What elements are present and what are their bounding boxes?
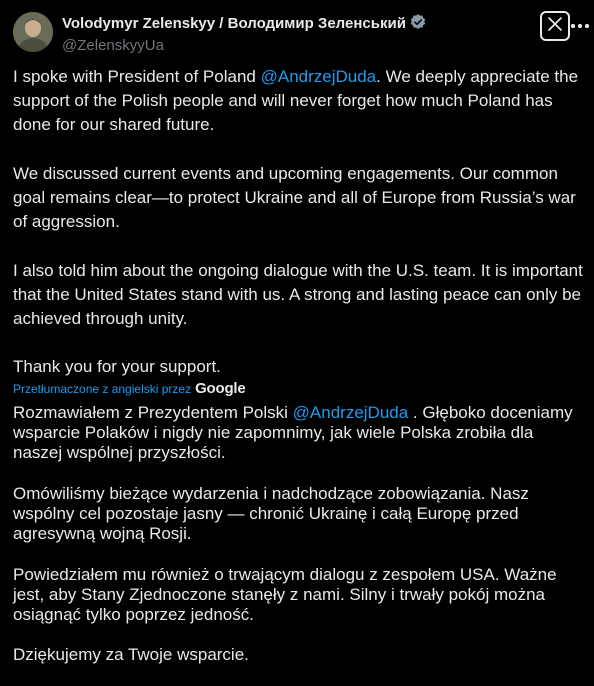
avatar[interactable]: [13, 12, 53, 52]
tweet-text: [13, 65, 583, 404]
translation-attribution[interactable]: [13, 381, 246, 397]
tweet-paragraph: I spoke with President of Poland @AndrzejDuda. We deeply appreciate the support of the Polish people and will never forget how much Poland has done for our shared future.: [13, 67, 579, 135]
translated-paragraph: Rozmawiałem z Prezydentem Polski @AndrzejDuda . Głęboko doceniamy wsparcie Polaków i nigdy nie zapomnimy, jak wiele Polska zrobiła dla naszej wspólnej przyszłości.: [13, 403, 573, 463]
mention-link[interactable]: @AndrzejDuda: [260, 67, 377, 86]
tweet-paragraph: I also told him about the ongoing dialogue with the U.S. team. It is important that the United States stand with us. A strong and lasting peace can only be achieved through unity.: [13, 260, 583, 328]
translated-text: [13, 403, 583, 686]
author-display-name[interactable]: Volodymyr Zelenskyy / Володимир Зеленський: [62, 13, 427, 36]
tweet-header: [13, 11, 583, 55]
translated-paragraph: Omówiliśmy bieżące wydarzenia i nadchodzące zobowiązania. Nasz wspólny cel pozostaje jasny — chronić Ukrainę i całą Europę przed agresywną wojną Rosji.: [13, 483, 529, 544]
tweet-paragraph: We discussed current events and upcoming engagements. Our common goal remains clear—to protect Ukraine and all of Europe from Russia’s war of aggression.: [13, 163, 576, 232]
verified-badge-icon: [409, 13, 427, 36]
tweet-paragraph: Thank you for your support.: [13, 357, 221, 377]
translation-label: Przetłumaczone z angielski przez: [13, 382, 192, 396]
author-names: [62, 13, 427, 56]
translated-paragraph: Dziękujemy za Twoje wsparcie.: [13, 645, 249, 665]
x-logo-icon: [547, 16, 563, 37]
translated-paragraph: Powiedziałem mu również o trwającym dialogu z zespołem USA. Ważne jest, aby Stany Zjednoczone stanęły z nami. Silny i trwały pokój można osiągnąć tylko poprzez jedność.: [13, 564, 557, 624]
author-handle[interactable]: @ZelenskyyUa: [62, 37, 164, 54]
mention-link[interactable]: @AndrzejDuda: [292, 403, 409, 422]
dot: [571, 24, 575, 28]
google-logo: Google: [195, 380, 246, 397]
dot: [578, 24, 582, 28]
more-options-icon[interactable]: [571, 21, 589, 31]
dot: [585, 24, 589, 28]
x-logo-button[interactable]: [540, 11, 570, 41]
